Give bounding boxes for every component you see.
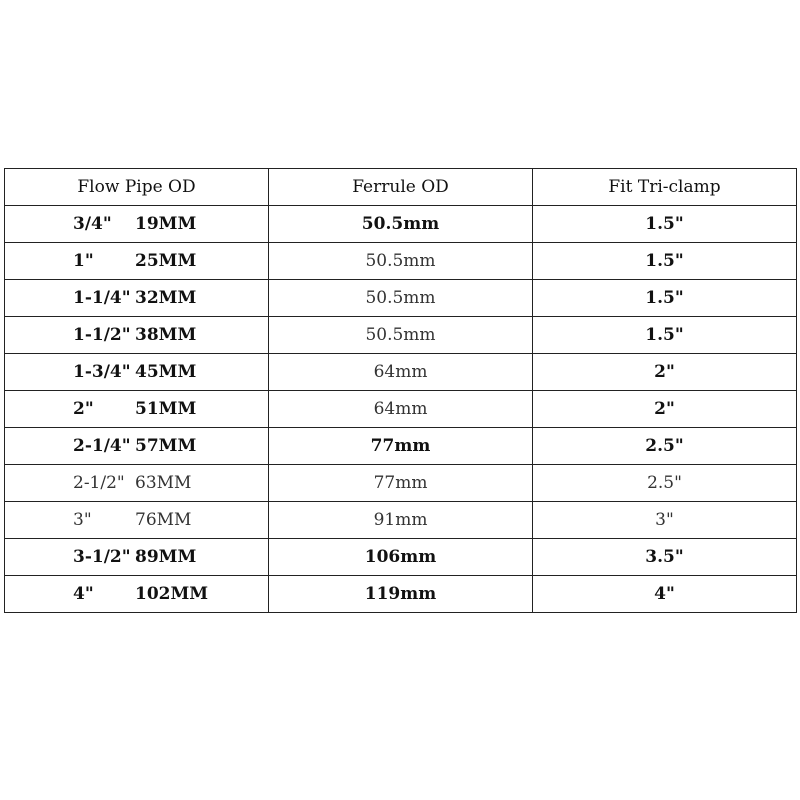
tri-clamp-cell: 1.5" xyxy=(533,280,797,317)
mm-size: 57MM xyxy=(135,436,197,456)
header-ferrule-od: Ferrule OD xyxy=(269,169,533,206)
table-header-row xyxy=(5,169,797,206)
mm-size: 76MM xyxy=(135,510,192,530)
table-row xyxy=(5,317,797,354)
mm-size: 38MM xyxy=(135,325,197,345)
table-row xyxy=(5,428,797,465)
inch-size: 1" xyxy=(73,251,94,271)
flow-pipe-od-cell xyxy=(5,465,269,502)
ferrule-od-cell: 77mm xyxy=(269,428,533,465)
inch-size: 2-1/4" xyxy=(73,436,131,456)
tri-clamp-cell: 1.5" xyxy=(533,206,797,243)
table-row xyxy=(5,280,797,317)
inch-size: 3" xyxy=(73,510,92,530)
ferrule-od-cell: 77mm xyxy=(269,465,533,502)
flow-pipe-od-cell xyxy=(5,502,269,539)
tri-clamp-cell: 1.5" xyxy=(533,317,797,354)
flow-pipe-od-cell xyxy=(5,428,269,465)
inch-size: 2-1/2" xyxy=(73,473,125,493)
flow-pipe-od-cell xyxy=(5,539,269,576)
mm-size: 89MM xyxy=(135,547,197,567)
flow-pipe-od-cell xyxy=(5,317,269,354)
inch-size: 3/4" xyxy=(73,214,112,234)
header-flow-pipe-od: Flow Pipe OD xyxy=(5,169,269,206)
ferrule-od-cell: 106mm xyxy=(269,539,533,576)
ferrule-od-cell: 50.5mm xyxy=(269,243,533,280)
ferrule-od-cell: 50.5mm xyxy=(269,280,533,317)
table-row xyxy=(5,502,797,539)
table-row xyxy=(5,539,797,576)
flow-pipe-od-cell xyxy=(5,354,269,391)
flow-pipe-od-cell xyxy=(5,280,269,317)
ferrule-od-cell: 64mm xyxy=(269,354,533,391)
inch-size: 2" xyxy=(73,399,94,419)
tri-clamp-cell: 3.5" xyxy=(533,539,797,576)
mm-size: 63MM xyxy=(135,473,192,493)
flow-pipe-od-cell xyxy=(5,576,269,613)
ferrule-od-cell: 50.5mm xyxy=(269,317,533,354)
flow-pipe-od-cell xyxy=(5,243,269,280)
table-row xyxy=(5,391,797,428)
flow-pipe-od-cell xyxy=(5,206,269,243)
ferrule-od-cell: 119mm xyxy=(269,576,533,613)
inch-size: 3-1/2" xyxy=(73,547,131,567)
inch-size: 1-3/4" xyxy=(73,362,131,382)
tri-clamp-cell: 1.5" xyxy=(533,243,797,280)
inch-size: 1-1/4" xyxy=(73,288,131,308)
header-fit-tri-clamp: Fit Tri-clamp xyxy=(533,169,797,206)
tri-clamp-cell: 2" xyxy=(533,354,797,391)
mm-size: 19MM xyxy=(135,214,197,234)
mm-size: 25MM xyxy=(135,251,197,271)
inch-size: 4" xyxy=(73,584,94,604)
inch-size: 1-1/2" xyxy=(73,325,131,345)
ferrule-od-cell: 50.5mm xyxy=(269,206,533,243)
table-row xyxy=(5,465,797,502)
tri-clamp-cell: 3" xyxy=(533,502,797,539)
size-table xyxy=(4,168,797,613)
ferrule-od-cell: 91mm xyxy=(269,502,533,539)
tri-clamp-cell: 2.5" xyxy=(533,428,797,465)
flow-pipe-od-cell xyxy=(5,391,269,428)
ferrule-od-cell: 64mm xyxy=(269,391,533,428)
table-row xyxy=(5,576,797,613)
size-table-container xyxy=(4,168,796,613)
table-row xyxy=(5,206,797,243)
table-row xyxy=(5,354,797,391)
tri-clamp-cell: 2.5" xyxy=(533,465,797,502)
mm-size: 45MM xyxy=(135,362,197,382)
table-row xyxy=(5,243,797,280)
mm-size: 51MM xyxy=(135,399,197,419)
mm-size: 32MM xyxy=(135,288,197,308)
tri-clamp-cell: 2" xyxy=(533,391,797,428)
mm-size: 102MM xyxy=(135,584,209,604)
tri-clamp-cell: 4" xyxy=(533,576,797,613)
